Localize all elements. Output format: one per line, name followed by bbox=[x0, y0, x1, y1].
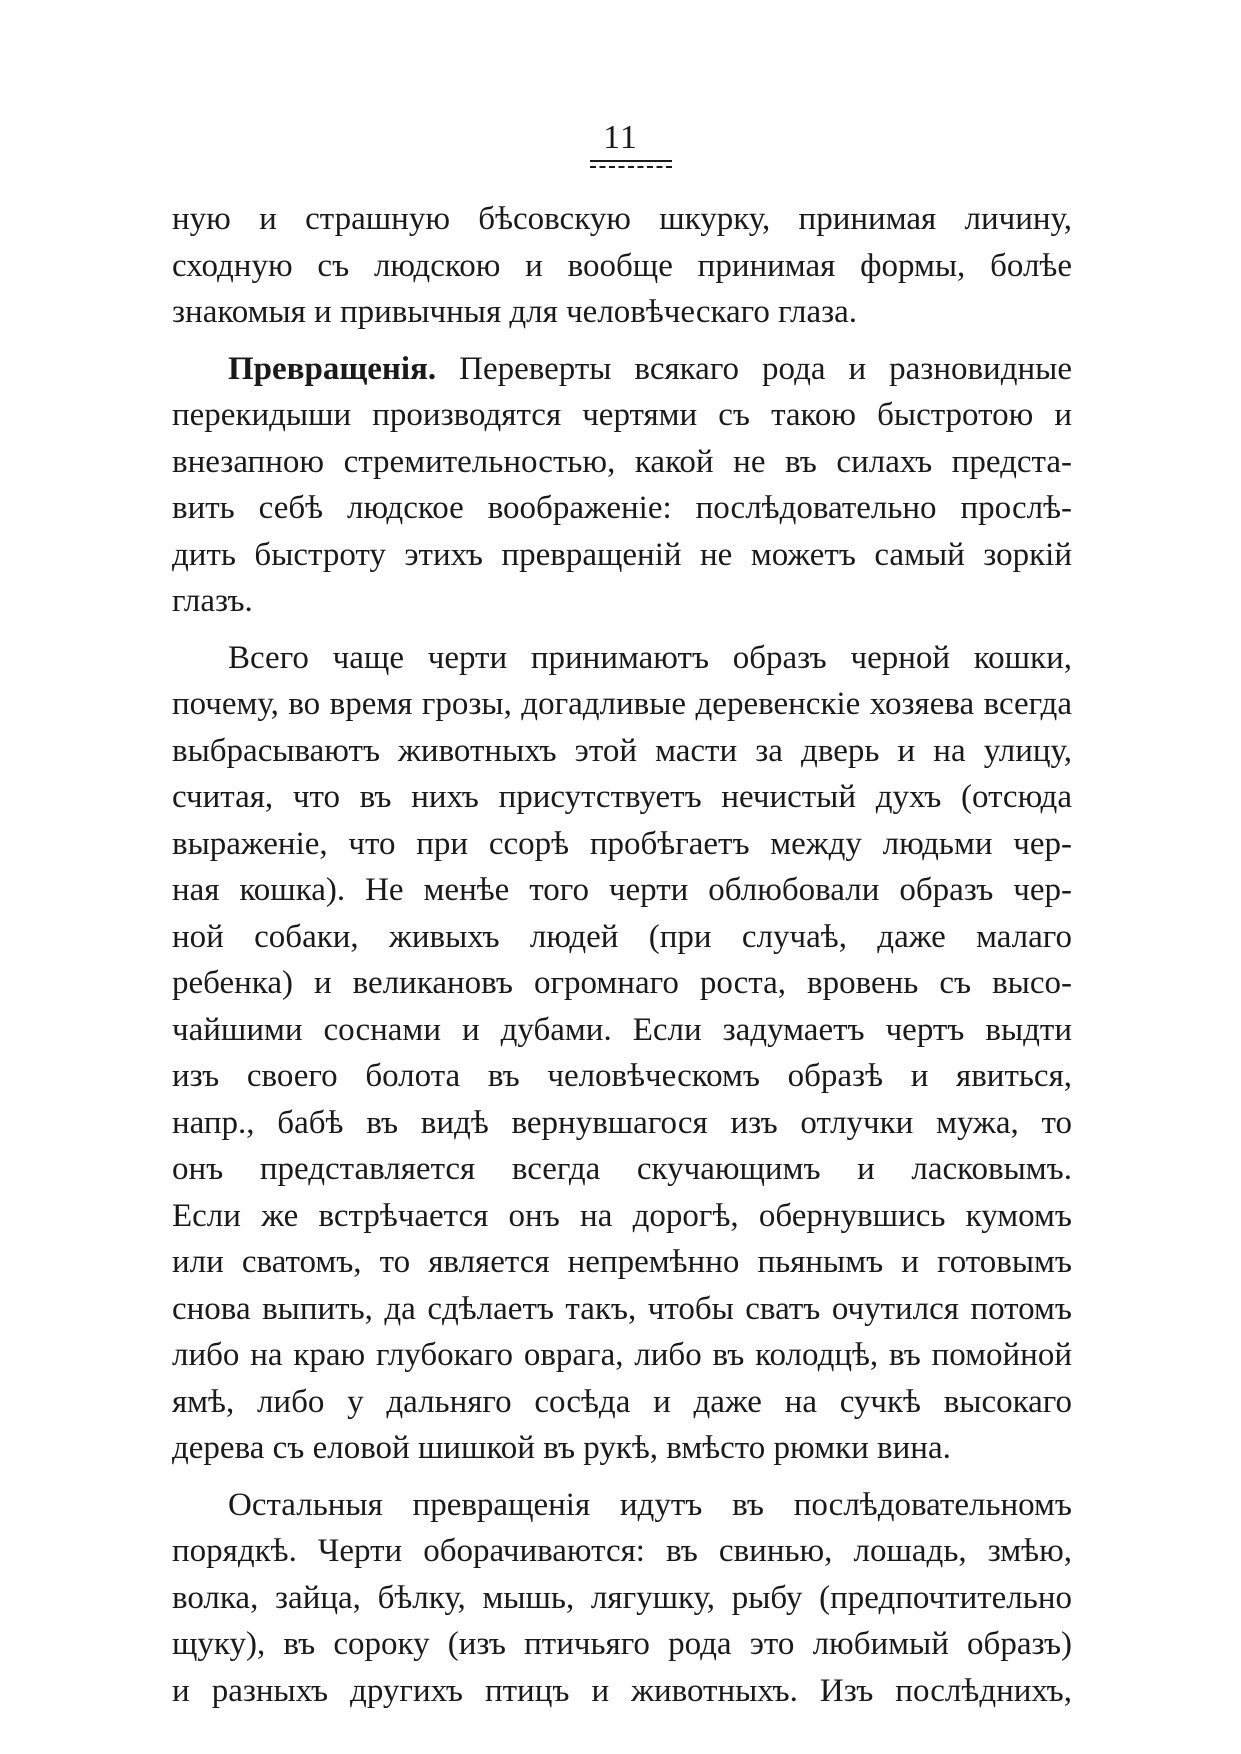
text-line: ямѣ, либо у дальняго сосѣда и даже на сучкѣ высокаго bbox=[172, 1383, 1072, 1420]
page-number-rule bbox=[590, 160, 672, 162]
body-text bbox=[172, 196, 1072, 1714]
text-line: знакомыя и привычныя для человѣческаго глаза. bbox=[172, 294, 858, 330]
text-line-with-heading bbox=[172, 346, 1072, 393]
text-line: снова выпить, да сдѣлаетъ такъ, чтобы сватъ очутился потомъ bbox=[172, 1290, 1072, 1327]
text-line: Если же встрѣчается онъ на дорогѣ, обернувшись кумомъ bbox=[172, 1197, 1072, 1234]
text-line: считая, что въ нихъ присутствуетъ нечистый духъ (отсюда bbox=[172, 779, 1072, 815]
text-line: сходную съ людскою и вообще принимая формы, болѣе bbox=[172, 247, 1072, 284]
text-line: вить себѣ людское воображеніе: послѣдовательно прослѣ- bbox=[172, 490, 1072, 526]
text-line: волка, зайца, бѣлку, мышь, лягушку, рыбу (предпочтительно bbox=[172, 1579, 1072, 1616]
text-line: либо на краю глубокаго оврага, либо въ колодцѣ, въ помойной bbox=[172, 1337, 1072, 1373]
text-line: перекидыши производятся чертями съ такою быстротою и bbox=[172, 397, 1072, 433]
text-line: дерева съ еловой шишкой въ рукѣ, вмѣсто рюмки вина. bbox=[172, 1430, 951, 1466]
text-line: почему, во время грозы, догадливые деревенскіе хозяева всегда bbox=[172, 686, 1072, 722]
text-line: Остальныя превращенія идутъ въ послѣдовательномъ bbox=[228, 1486, 1072, 1523]
text-line: онъ представляется всегда скучающимъ и ласковымъ. bbox=[172, 1151, 1072, 1187]
run-in-heading: Превращенія. bbox=[228, 350, 437, 387]
text-line: Всего чаще черти принимаютъ образъ черной кошки, bbox=[228, 639, 1072, 676]
text-line: ребенка) и великановъ огромнаго роста, вровень съ высо- bbox=[172, 965, 1072, 1001]
text-line: порядкѣ. Черти оборачиваются: въ свинью, лошадь, змѣю, bbox=[172, 1533, 1072, 1569]
paragraph-4 bbox=[172, 1482, 1072, 1715]
paragraph-3 bbox=[172, 635, 1072, 1472]
text-line: чайшими соснами и дубами. Если задумаетъ чертъ выдти bbox=[172, 1011, 1072, 1048]
text-line: выраженіе, что при ссорѣ пробѣгаетъ между людьми чер- bbox=[172, 825, 1072, 862]
text-line: ную и страшную бѣсовскую шкурку, принимая личину, bbox=[172, 201, 1072, 237]
page-number: 11 bbox=[603, 119, 638, 156]
text-line: выбрасываютъ животныхъ этой масти за дверь и на улицу, bbox=[172, 732, 1072, 769]
text-line: щуку), въ сороку (изъ птичьяго рода это любимый образъ) bbox=[172, 1626, 1072, 1662]
text-line: внезапною стремительностью, какой не въ силахъ предста- bbox=[172, 443, 1072, 480]
text-run: Переверты всякаго рода и разновидные bbox=[436, 350, 1072, 387]
text-line: или сватомъ, то является непремѣнно пьянымъ и готовымъ bbox=[172, 1244, 1072, 1280]
paragraph-1 bbox=[172, 196, 1072, 336]
paragraph-2 bbox=[172, 346, 1072, 625]
page-number-rule-dashed bbox=[590, 166, 672, 168]
text-line: изъ своего болота въ человѣческомъ образѣ и явиться, bbox=[172, 1058, 1072, 1094]
text-line: глазъ. bbox=[172, 583, 253, 619]
text-line: ная кошка). Не менѣе того черти облюбовали образъ чер- bbox=[172, 872, 1072, 908]
text-line: дить быстроту этихъ превращеній не можетъ самый зоркій bbox=[172, 536, 1072, 573]
text-line: и разныхъ другихъ птицъ и животныхъ. Изъ послѣднихъ, bbox=[172, 1672, 1072, 1709]
text-line: напр., бабѣ въ видѣ вернувшагося изъ отлучки мужа, то bbox=[172, 1104, 1072, 1141]
text-line: ной собаки, живыхъ людей (при случаѣ, даже малаго bbox=[172, 918, 1072, 955]
